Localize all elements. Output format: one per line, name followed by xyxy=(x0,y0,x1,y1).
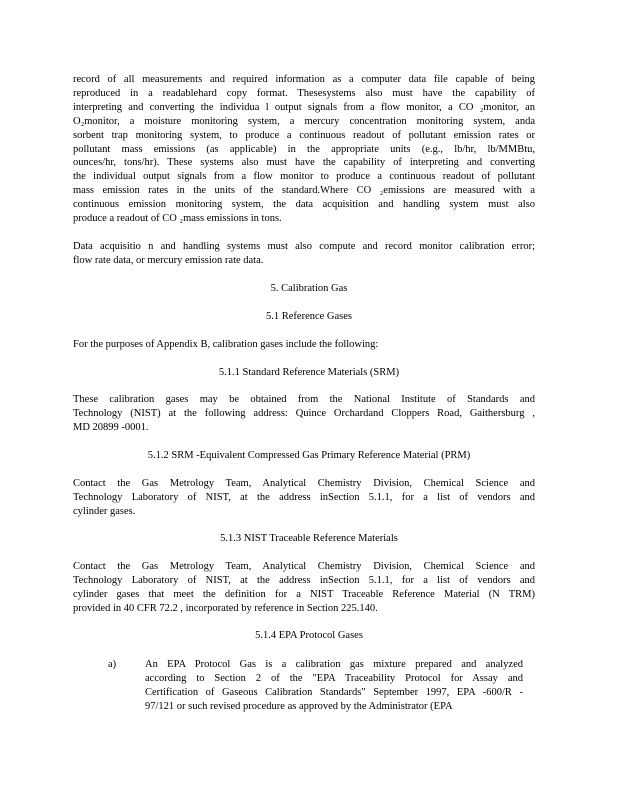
text-line: Certification of Gaseous Calibration Standards" September 1997, EPA -600/R - xyxy=(145,686,523,698)
text-line: record of all measurements and required information as a computer data file capable of being xyxy=(73,74,535,85)
text-line: cylinder gases. xyxy=(73,505,136,517)
text-line: mass emission rates in the units of the standard.Where CO ₂emissions are measured with a xyxy=(73,185,535,197)
paragraph-data-recording xyxy=(73,73,535,226)
text-line: These calibration gases may be obtained from the National Institute of Standards and xyxy=(73,394,535,405)
text-line: 97/121 or such revised procedure as approved by the Administrator (EPA xyxy=(145,700,453,712)
text-line: Technology (NIST) at the following address: Quince Orchardand Cloppers Road, Gaithersburg , xyxy=(73,407,535,419)
text-line: produce a readout of CO ₂mass emissions in tons. xyxy=(73,213,282,225)
paragraph-ntrm xyxy=(73,560,535,616)
paragraph-prm xyxy=(73,477,535,519)
text-line: sorbent trap monitoring system, to produce a continuous readout of pollutant emission rates or xyxy=(73,129,535,141)
section-heading-epa-protocol: 5.1.4 EPA Protocol Gases xyxy=(255,630,363,641)
section-heading-ntrm: 5.1.3 NIST Traceable Reference Materials xyxy=(220,533,398,544)
text-line: cylinder gases that meet the definition for a NIST Traceable Reference Material (N TRM) xyxy=(73,588,535,600)
text-line: according to Section 2 of the "EPA Traceability Protocol for Assay and xyxy=(145,672,523,684)
list-item-epa-protocol-gas xyxy=(145,658,523,714)
text-line: pollutant mass emissions (as applicable) in the appropriate units (e.g., lb/hr, lb/MMBtu, xyxy=(73,143,535,155)
text-line: Technology Laboratory of NIST, at the address inSection 5.1.1, for a list of vendors and xyxy=(73,574,535,586)
text-line: An EPA Protocol Gas is a calibration gas mixture prepared and analyzed xyxy=(145,659,523,670)
text-line: MD 20899 -0001. xyxy=(73,421,149,433)
text-line: For the purposes of Appendix B, calibration gases include the following: xyxy=(73,339,379,350)
text-line: flow rate data, or mercury emission rate data. xyxy=(73,254,264,266)
text-line: interpreting and converting the individua l output signals from a flow monitor, a CO ₂monitor, an xyxy=(73,101,535,113)
text-line: provided in 40 CFR 72.2 , incorporated by reference in Section 225.140. xyxy=(73,602,378,614)
text-line: Contact the Gas Metrology Team, Analytical Chemistry Division, Chemical Science and xyxy=(73,478,535,489)
text-line: Technology Laboratory of NIST, at the address inSection 5.1.1, for a list of vendors and xyxy=(73,491,535,503)
section-heading-reference-gases: 5.1 Reference Gases xyxy=(266,311,352,322)
section-heading-prm: 5.1.2 SRM -Equivalent Compressed Gas Primary Reference Material (PRM) xyxy=(147,450,471,461)
paragraph-srm xyxy=(73,393,535,435)
text-line: reproduced in a readablehard copy format. Thesesystems also must have the capability of xyxy=(73,87,535,99)
text-line: Contact the Gas Metrology Team, Analytical Chemistry Division, Chemical Science and xyxy=(73,561,535,572)
text-line: the individual output signals from a flow monitor to produce a continuous readout of pollutant xyxy=(73,171,535,183)
section-heading-srm: 5.1.1 Standard Reference Materials (SRM) xyxy=(218,367,400,378)
text-line: O₂monitor, a moisture monitoring system, a mercury concentration monitoring system, anda xyxy=(73,115,535,127)
paragraph-data-acquisition xyxy=(73,240,535,268)
text-line: Data acquisitio n and handling systems must also compute and record monitor calibration error; xyxy=(73,241,535,252)
list-marker: a) xyxy=(108,659,117,670)
section-heading-calibration-gas: 5. Calibration Gas xyxy=(270,283,348,294)
paragraph-purposes xyxy=(73,338,535,352)
text-line: continuous emission monitoring system, the data acquisition and handling system must also xyxy=(73,199,535,211)
text-line: ounces/hr, tons/hr). These systems also must have the capability of interpreting and converting xyxy=(73,157,535,169)
